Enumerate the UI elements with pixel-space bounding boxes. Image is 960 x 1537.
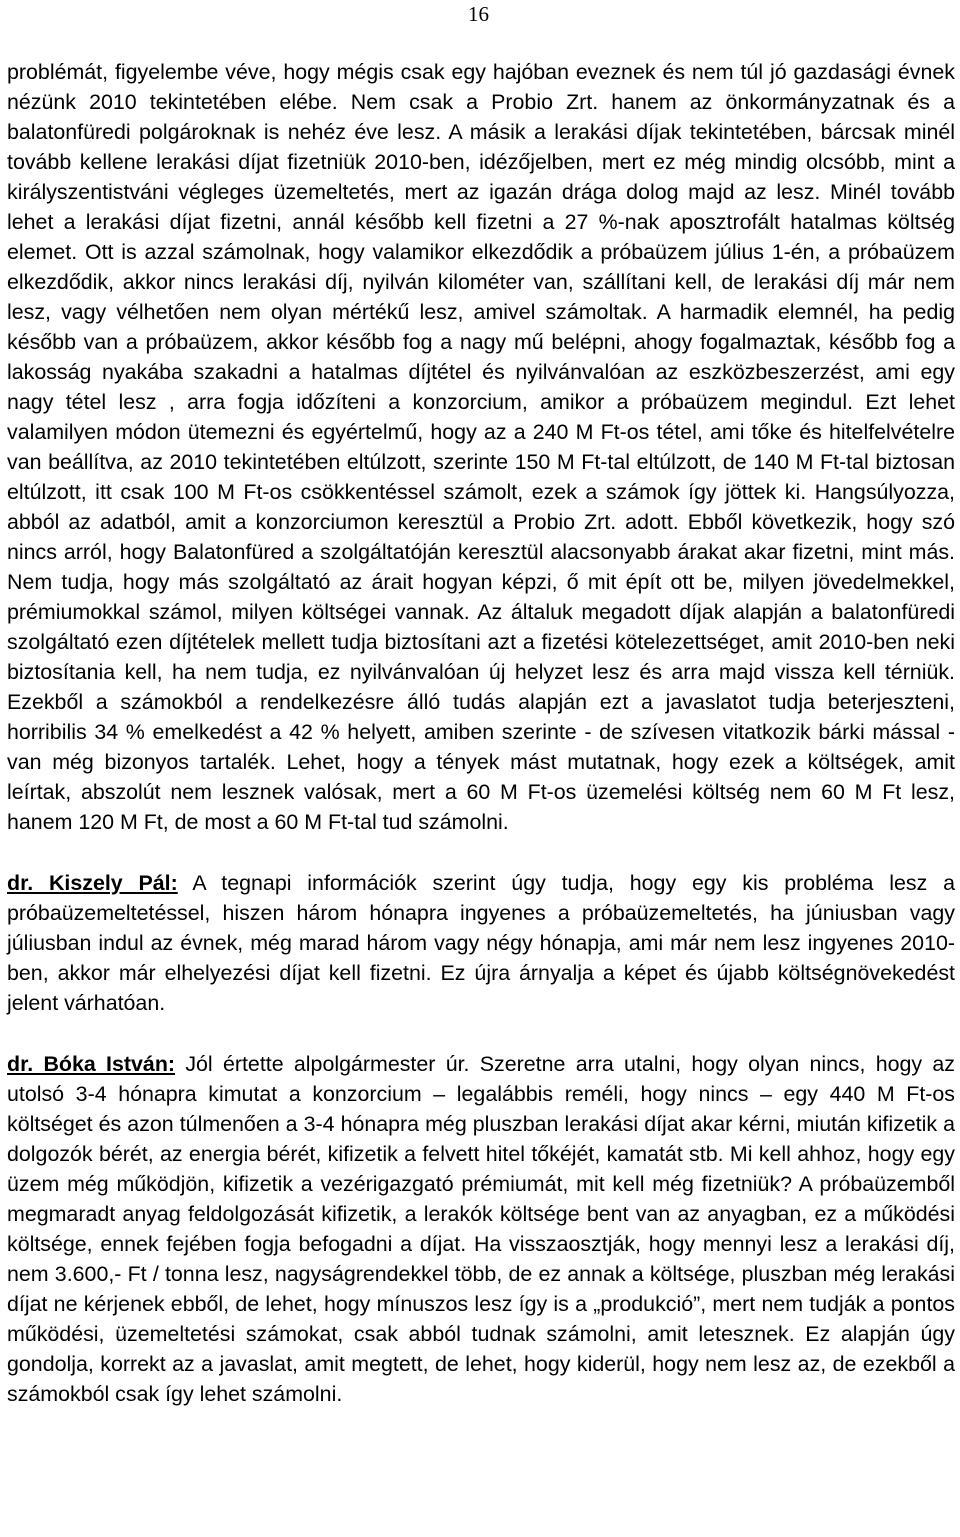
paragraph-text: Jól értette alpolgármester úr. Szeretne arra utalni, hogy olyan nincs, hogy az utolsó 3-4 hónapra kimutat a konzorcium – legalábbis reméli, hogy nincs – egy 440 M Ft-os költséget és azon túlmenően a 3-4 hónapra még pluszban lerakási díjat akar kérni, miután kifizetik a dolgozók bérét, az energia bérét, kifizetik a felvett hitel tőkéjét, kamatát stb. Mi kell ahhoz, hogy egy üzem még működjön, kifizetik a vezérigazgató prémiumát, mit kell még fizetniük? A próbaüzemből megmaradt anyag feldolgozását kifizetik, a lerakók költsége bent van az anyagban, ez a működési költsége, ennek fejében fogja befogadni a díjat. Ha visszaosztják, hogy mennyi lesz a lerakási díj, nem 3.600,- Ft / tonna lesz, nagyságrendekkel több, de ez annak a költsége, pluszban még lerakási díjat ne kérjenek ebből, de lehet, hogy mínuszos lesz így is a „produkció”, mert nem tudják a pontos működési, üzemeltetési számokat, csak abból tudnak számolni, amit letesznek. Ez alapján úgy gondolja, korrekt az a javaslat, amit megtett, de lehet, hogy kiderül, hogy nem lesz az, de ezekből a számokból csak így lehet számolni. — [7, 1052, 955, 1406]
paragraph-text: A tegnapi információk szerint úgy tudja, hogy egy kis probléma lesz a próbaüzemeltetéssel, hiszen három hónapra ingyenes a próbaüzemeltetés, ha júniusban vagy júliusban indul az évnek, még marad három vagy négy hónapja, ami már nem lesz ingyenes 2010-ben, akkor már elhelyezési díjat kell fizetni. Ez újra árnyalja a képet és újabb költségnövekedést jelent várhatóan. — [7, 871, 955, 1015]
speaker-name: dr. Bóka István: — [7, 1052, 176, 1076]
document-body — [7, 57, 955, 1409]
paragraph-kiszely — [7, 868, 955, 1018]
paragraph-boka — [7, 1049, 955, 1409]
page-number: 16 — [468, 2, 489, 26]
speaker-name: dr. Kiszely Pál: — [7, 871, 178, 895]
paragraph-text: problémát, figyelembe véve, hogy mégis csak egy hajóban eveznek és nem túl jó gazdasági évnek nézünk 2010 tekintetében elébe. Nem csak a Probio Zrt. hanem az önkormányzatnak és a balatonfüredi polgároknak is nehéz éve lesz. A másik a lerakási díjak tekintetében, bárcsak minél tovább kellene lerakási díjat fizetniük 2010-ben, idézőjelben, mert ez még mindig olcsóbb, mint a királyszentistváni végleges üzemeltetés, mert az igazán drága dolog majd az lesz. Minél tovább lehet a lerakási díjat fizetni, annál később kell fizetni a 27 %-nak aposztrofált hatalmas költség elemet. Ott is azzal számolnak, hogy valamikor elkezdődik a próbaüzem július 1-én, a próbaüzem elkezdődik, akkor nincs lerakási díj, nyilván kilométer van, szállítani kell, de lerakási díj már nem lesz, vagy vélhetően nem olyan mértékű lesz, amivel számoltak. A harmadik elemnél, ha pedig később van a próbaüzem, akkor később fog a nagy mű belépni, ahogy fogalmaztak, később fog a lakosság nyakába szakadni a hatalmas díjtétel és nyilvánvalóan az eszközbeszerzést, ami egy nagy tétel lesz , arra fogja időzíteni a konzorcium, amikor a próbaüzem megindul. Ezt lehet valamilyen módon ütemezni és egyértelmű, hogy az a 240 M Ft-os tétel, ami tőke és hitelfelvételre van beállítva, az 2010 tekintetében eltúlzott, szerinte 150 M Ft-tal eltúlzott, de 140 M Ft-tal biztosan eltúlzott, itt csak 100 M Ft-os csökkentéssel számolt, ezek a számok így jöttek ki. Hangsúlyozza, abból az adatból, amit a konzorciumon keresztül a Probio Zrt. adott. Ebből következik, hogy szó nincs arról, hogy Balatonfüred a szolgáltatóján keresztül alacsonyabb árakat akar fizetni, mint más. Nem tudja, hogy más szolgáltató az árait hogyan képzi, ő mit épít ott be, milyen jövedelmekkel, prémiumokkal számol, milyen költségei vannak. Az általuk megadott díjak alapján a balatonfüredi szolgáltató ezen díjtételek mellett tudja biztosítani azt a fizetési kötelezettséget, amit 2010-ben neki biztosítania kell, ha nem tudja, ez nyilvánvalóan új helyzet lesz és arra majd vissza kell térniük. Ezekből a számokból a rendelkezésre álló tudás alapján ezt a javaslatot tudja beterjeszteni, horribilis 34 % emelkedést a 42 % helyett, amiben szerinte - de szívesen vitatkozik bárki mással - van még bizonyos tartalék. Lehet, hogy a tények mást mutatnak, hogy ezek a költségek, amit leírtak, abszolút nem lesznek valósak, mert a 60 M Ft-os üzemelési költség nem 60 M Ft lesz, hanem 120 M Ft, de most a 60 M Ft-tal tud számolni. — [7, 60, 955, 834]
paragraph-intro — [7, 57, 955, 837]
